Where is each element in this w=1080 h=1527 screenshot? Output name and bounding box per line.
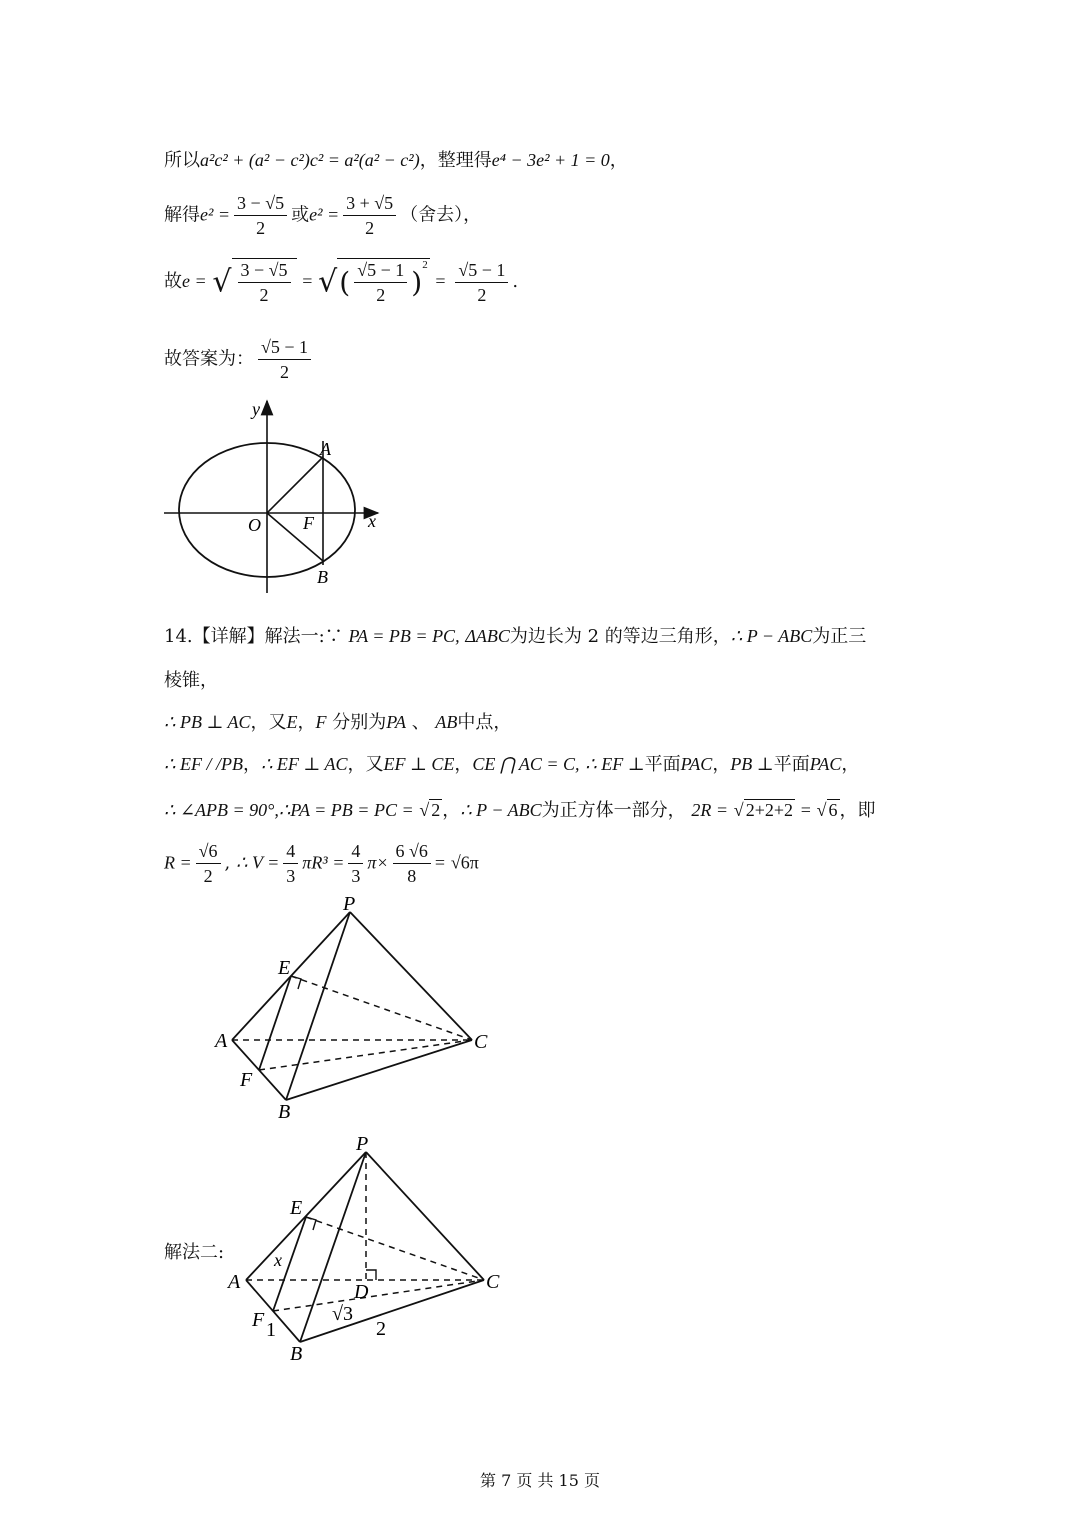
fraction [238,259,291,306]
radicand: ( $\frac{√5 - 1}{2}$ )$^2$ [339,259,428,305]
line-1: 所以a²c² + (a² − c²)c² = a²(a² − c²)，整理得e⁴ − 3e² + 1 = 0， [164,150,628,171]
radicand: 6 [828,800,838,820]
equation: e² = [200,204,231,225]
label-B: B [317,567,328,587]
line-2 [164,192,481,239]
label-E: E [290,1197,303,1219]
equation: ∴ PB ⊥ AC [164,712,251,732]
numerator: √5 − 1 [258,336,311,360]
text: 为边长为 2 的等边三角形， [509,626,731,647]
text: ，即 [839,800,876,821]
edge-BC [300,1280,484,1342]
equation: ∴ EF ⊥ AC [260,754,348,774]
fraction [343,192,396,239]
label-B: B [290,1343,303,1365]
equals: = [435,271,446,291]
exponent: 2 [422,259,428,271]
numerator: 6 √6 [393,840,431,864]
numerator: 4 [348,840,363,864]
text: 故 [164,271,182,292]
segment-EF [259,976,291,1070]
para-14-line-5 [164,796,876,822]
equation: E [286,712,298,732]
equation: π× [367,852,389,873]
fraction [196,840,221,887]
label-x: x [274,1250,282,1270]
label-P: P [356,1133,369,1155]
right-angle-mark-D [366,1270,376,1280]
numerator: √5 − 1 [354,259,407,283]
equation: PA [386,712,406,732]
denominator: 8 [407,866,417,886]
text: ，又 [347,754,384,775]
label-2: 2 [376,1318,386,1340]
text: ， [841,754,860,775]
text: 中点， [457,712,512,733]
sqrt-2: √ 2 [419,800,441,820]
para-14-line-3 [164,708,511,734]
text: ， [297,712,316,733]
denominator: 2 [477,284,487,305]
label-A: A [320,439,331,459]
label-F: F [240,1069,253,1091]
equation: PB ⊥ [730,754,774,774]
label-P: P [343,893,356,915]
edge-PA [246,1152,366,1280]
label-A: A [215,1030,228,1052]
equation: PA = PB = PC, [348,626,460,646]
radicand [232,258,297,306]
label-E: E [278,957,291,979]
equation: 2R = [691,800,729,820]
label-sqrt3: √3 [332,1303,353,1325]
fraction [258,336,311,383]
denominator: 2 [203,866,213,886]
text: 或 [291,204,310,226]
equals: = [800,800,811,820]
denominator: 2 [365,218,375,238]
text: ，又 [250,712,287,733]
text: 为正三 [812,626,867,647]
denominator: 2 [259,285,269,305]
equation: EF ⊥ CE [383,754,455,774]
equation: e = [182,271,207,291]
equation: F [315,712,327,732]
edge-PC [366,1152,484,1280]
numerator: 3 − √5 [234,192,287,216]
label-C: C [474,1031,488,1053]
fraction [393,840,431,887]
numerator: 3 − √5 [238,259,291,283]
denominator: 3 [351,866,361,886]
period: . [512,271,519,292]
text: 14.【详解】解法一:∵ [164,626,343,647]
equation: e⁴ − 3e² + 1 = 0 [491,150,610,170]
tetrahedron-figure-2 [222,1130,512,1365]
denominator: 2 [256,218,266,238]
edge-PC [350,912,472,1040]
text: （舍去）， [400,204,482,226]
numerator: 3 + √5 [343,192,396,216]
radical-sign: √ [318,264,338,300]
radicand: 2 [431,800,441,820]
equation: ∴ EF ⊥ [585,754,645,774]
equation: ∴ ∠APB = 90°,∴PA = PB = PC = [164,800,414,820]
equation: PAC [809,754,842,774]
label-F: F [252,1309,265,1331]
equation: ∴ V = [236,852,280,873]
line-4 [164,336,315,383]
fraction [348,840,363,887]
segment-OB [267,513,323,561]
equation: e² = [309,204,340,225]
text: ， [712,754,731,775]
text: 解法二: [164,1242,225,1263]
result: √6π [450,852,479,873]
edge-BC [286,1040,472,1100]
segment-FC [259,1040,472,1070]
label-y: y [252,399,260,419]
numerator: √5 − 1 [455,259,508,283]
text: ， [454,754,473,775]
label-O: O [248,515,261,535]
equation: ∴ EF / /PB [164,754,243,774]
fraction [354,259,407,306]
edge-PB [286,912,350,1100]
text: 故答案为： [164,348,254,370]
equation: R = [164,852,192,873]
text: 棱锥， [164,670,218,691]
text: 解得 [164,204,200,226]
text: 平面 [644,754,681,775]
fraction [283,840,298,887]
equals: = [434,852,446,873]
denominator: 3 [286,866,296,886]
text: 、 [411,712,430,733]
equation: CE ⋂ AC = C, [472,754,580,774]
denominator: 2 [280,362,290,382]
fraction [455,259,508,306]
label-A: A [228,1271,241,1293]
sqrt-222: √ 2+2+2 [733,800,793,820]
equation: ∴ P − ABC [460,800,542,820]
equation: a²c² + (a² − c²)c² = a²(a² − c²) [200,150,420,170]
label-x: x [368,511,376,531]
para-14-line-1 [164,622,866,648]
sqrt-6: √ 6 [816,800,838,820]
equation: AB [435,712,458,732]
segment-OA [267,457,323,513]
text: 为正方体一部分， [541,800,686,821]
fraction [234,192,287,239]
label-B: B [278,1101,291,1123]
comma: , [224,852,231,874]
radicand: 2+2+2 [745,800,793,820]
equation: ΔABC [465,626,510,646]
ellipse-figure [160,395,390,595]
equation: PAC [680,754,713,774]
label-C: C [486,1271,500,1293]
text: ， [242,754,261,775]
para-14-line-6 [164,840,479,887]
segment-FC [273,1280,484,1311]
text: 所以 [164,150,200,171]
line-3 [164,258,518,306]
equation: πR³ = [302,852,345,873]
text: ，整理得 [419,150,492,171]
page-number: 第 7 页 共 15 页 [480,1471,600,1490]
equation: ∴ P − ABC [730,626,813,646]
equals: = [302,271,313,291]
text: 平面 [773,754,810,775]
label-F: F [303,513,314,533]
denominator: 2 [376,285,386,305]
label-1: 1 [266,1319,276,1341]
numerator: 4 [283,840,298,864]
para-14-line-2 [164,666,218,692]
numerator: √6 [196,840,221,864]
radical-sign: √ [212,264,232,300]
text: 分别为 [332,712,387,733]
para-14-line-4 [164,750,859,776]
solution-2-label [164,1238,224,1264]
label-D: D [354,1281,369,1303]
text: ， [442,800,461,821]
tetrahedron-figure-1 [210,890,500,1125]
